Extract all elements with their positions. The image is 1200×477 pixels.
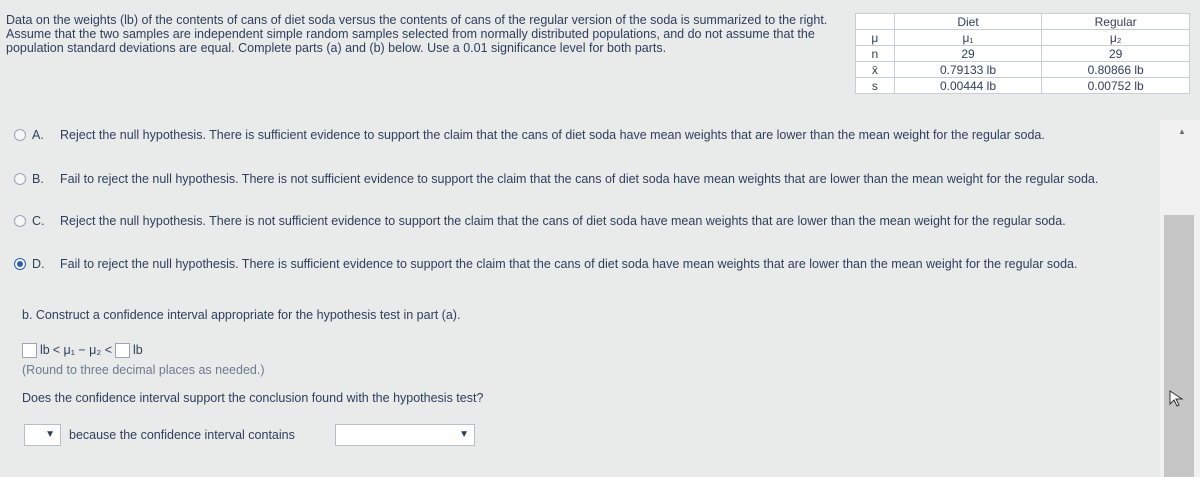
table-header-diet: Diet <box>894 14 1042 30</box>
table-cell: 29 <box>1042 46 1190 62</box>
row-label: μ <box>856 30 895 46</box>
part-b-prompt: b. Construct a confidence interval appropriate for the hypothesis test in part (a). <box>22 308 461 322</box>
option-text: Reject the null hypothesis. There is sufficient evidence to support the claim that the cans of diet soda have mean weights that are lower than the mean weight for the regular soda. <box>60 128 1045 142</box>
option-text: Reject the null hypothesis. There is not sufficient evidence to support the claim that the cans of diet soda have mean weights that are lower than the mean weight for the regular soda. <box>60 214 1066 228</box>
round-note: (Round to three decimal places as needed.) <box>22 363 265 377</box>
ci-lower-input[interactable] <box>22 343 37 358</box>
option-text: Fail to reject the null hypothesis. There is sufficient evidence to support the claim that the cans of diet soda have mean weights that are lower than the mean weight for the regular soda. <box>60 257 1078 271</box>
table-cell: 0.00752 lb <box>1042 78 1190 94</box>
option-letter: C. <box>32 214 45 228</box>
scroll-up-icon[interactable]: ▲ <box>1178 127 1186 136</box>
confidence-interval-row <box>22 342 143 358</box>
contains-dropdown[interactable] <box>335 424 475 446</box>
row-label: s <box>856 78 895 94</box>
table-header-row <box>856 14 1190 30</box>
scroll-thumb[interactable] <box>1164 215 1194 477</box>
table-cell: 0.79133 lb <box>894 62 1042 78</box>
table-cell: 0.00444 lb <box>894 78 1042 94</box>
table-row <box>856 46 1190 62</box>
option-letter: A. <box>32 128 44 142</box>
support-question: Does the confidence interval support the conclusion found with the hypothesis test? <box>22 391 484 405</box>
radio-button[interactable] <box>14 215 26 227</box>
option-text: Fail to reject the null hypothesis. There is not sufficient evidence to support the claim that the cans of diet soda have mean weights that are lower than the mean weight for the regular soda. <box>60 172 1099 186</box>
table-cell: 0.80866 lb <box>1042 62 1190 78</box>
radio-button[interactable] <box>14 129 26 141</box>
table-header-empty <box>856 14 895 30</box>
ci-upper-input[interactable] <box>115 343 130 358</box>
table-cell: μ₂ <box>1042 30 1190 46</box>
yes-no-dropdown[interactable] <box>24 424 61 446</box>
because-text: because the confidence interval contains <box>69 428 295 442</box>
option-letter: B. <box>32 172 44 186</box>
table-header-regular: Regular <box>1042 14 1190 30</box>
table-cell: 29 <box>894 46 1042 62</box>
conclusion-row <box>24 424 475 446</box>
ci-unit-left: lb <box>40 343 50 357</box>
radio-button-selected[interactable] <box>14 258 26 270</box>
problem-statement: Data on the weights (lb) of the contents of cans of diet soda versus the contents of cans of the regular version of the soda is summarized to the right. Assume that the two samples are independent simple random samples selected from normally distributed populations, and do not assume that the population standard deviations are equal. Complete parts (a) and (b) below. Use a 0.01 significance level for both parts. <box>6 13 828 55</box>
because-text-wrap <box>65 425 327 445</box>
table-cell: μ₁ <box>894 30 1042 46</box>
radio-button[interactable] <box>14 173 26 185</box>
chevron-down-icon: ▼ <box>459 429 469 440</box>
cursor-icon <box>1168 389 1186 407</box>
ci-expression: < μ₁ − μ₂ < <box>52 343 112 357</box>
chevron-down-icon: ▼ <box>45 429 55 440</box>
data-table <box>855 13 1190 94</box>
table-row <box>856 30 1190 46</box>
option-letter: D. <box>32 257 45 271</box>
table-row <box>856 78 1190 94</box>
ci-unit-right: lb <box>133 343 143 357</box>
row-label: x̄ <box>856 62 895 78</box>
row-label: n <box>856 46 895 62</box>
table-row <box>856 62 1190 78</box>
